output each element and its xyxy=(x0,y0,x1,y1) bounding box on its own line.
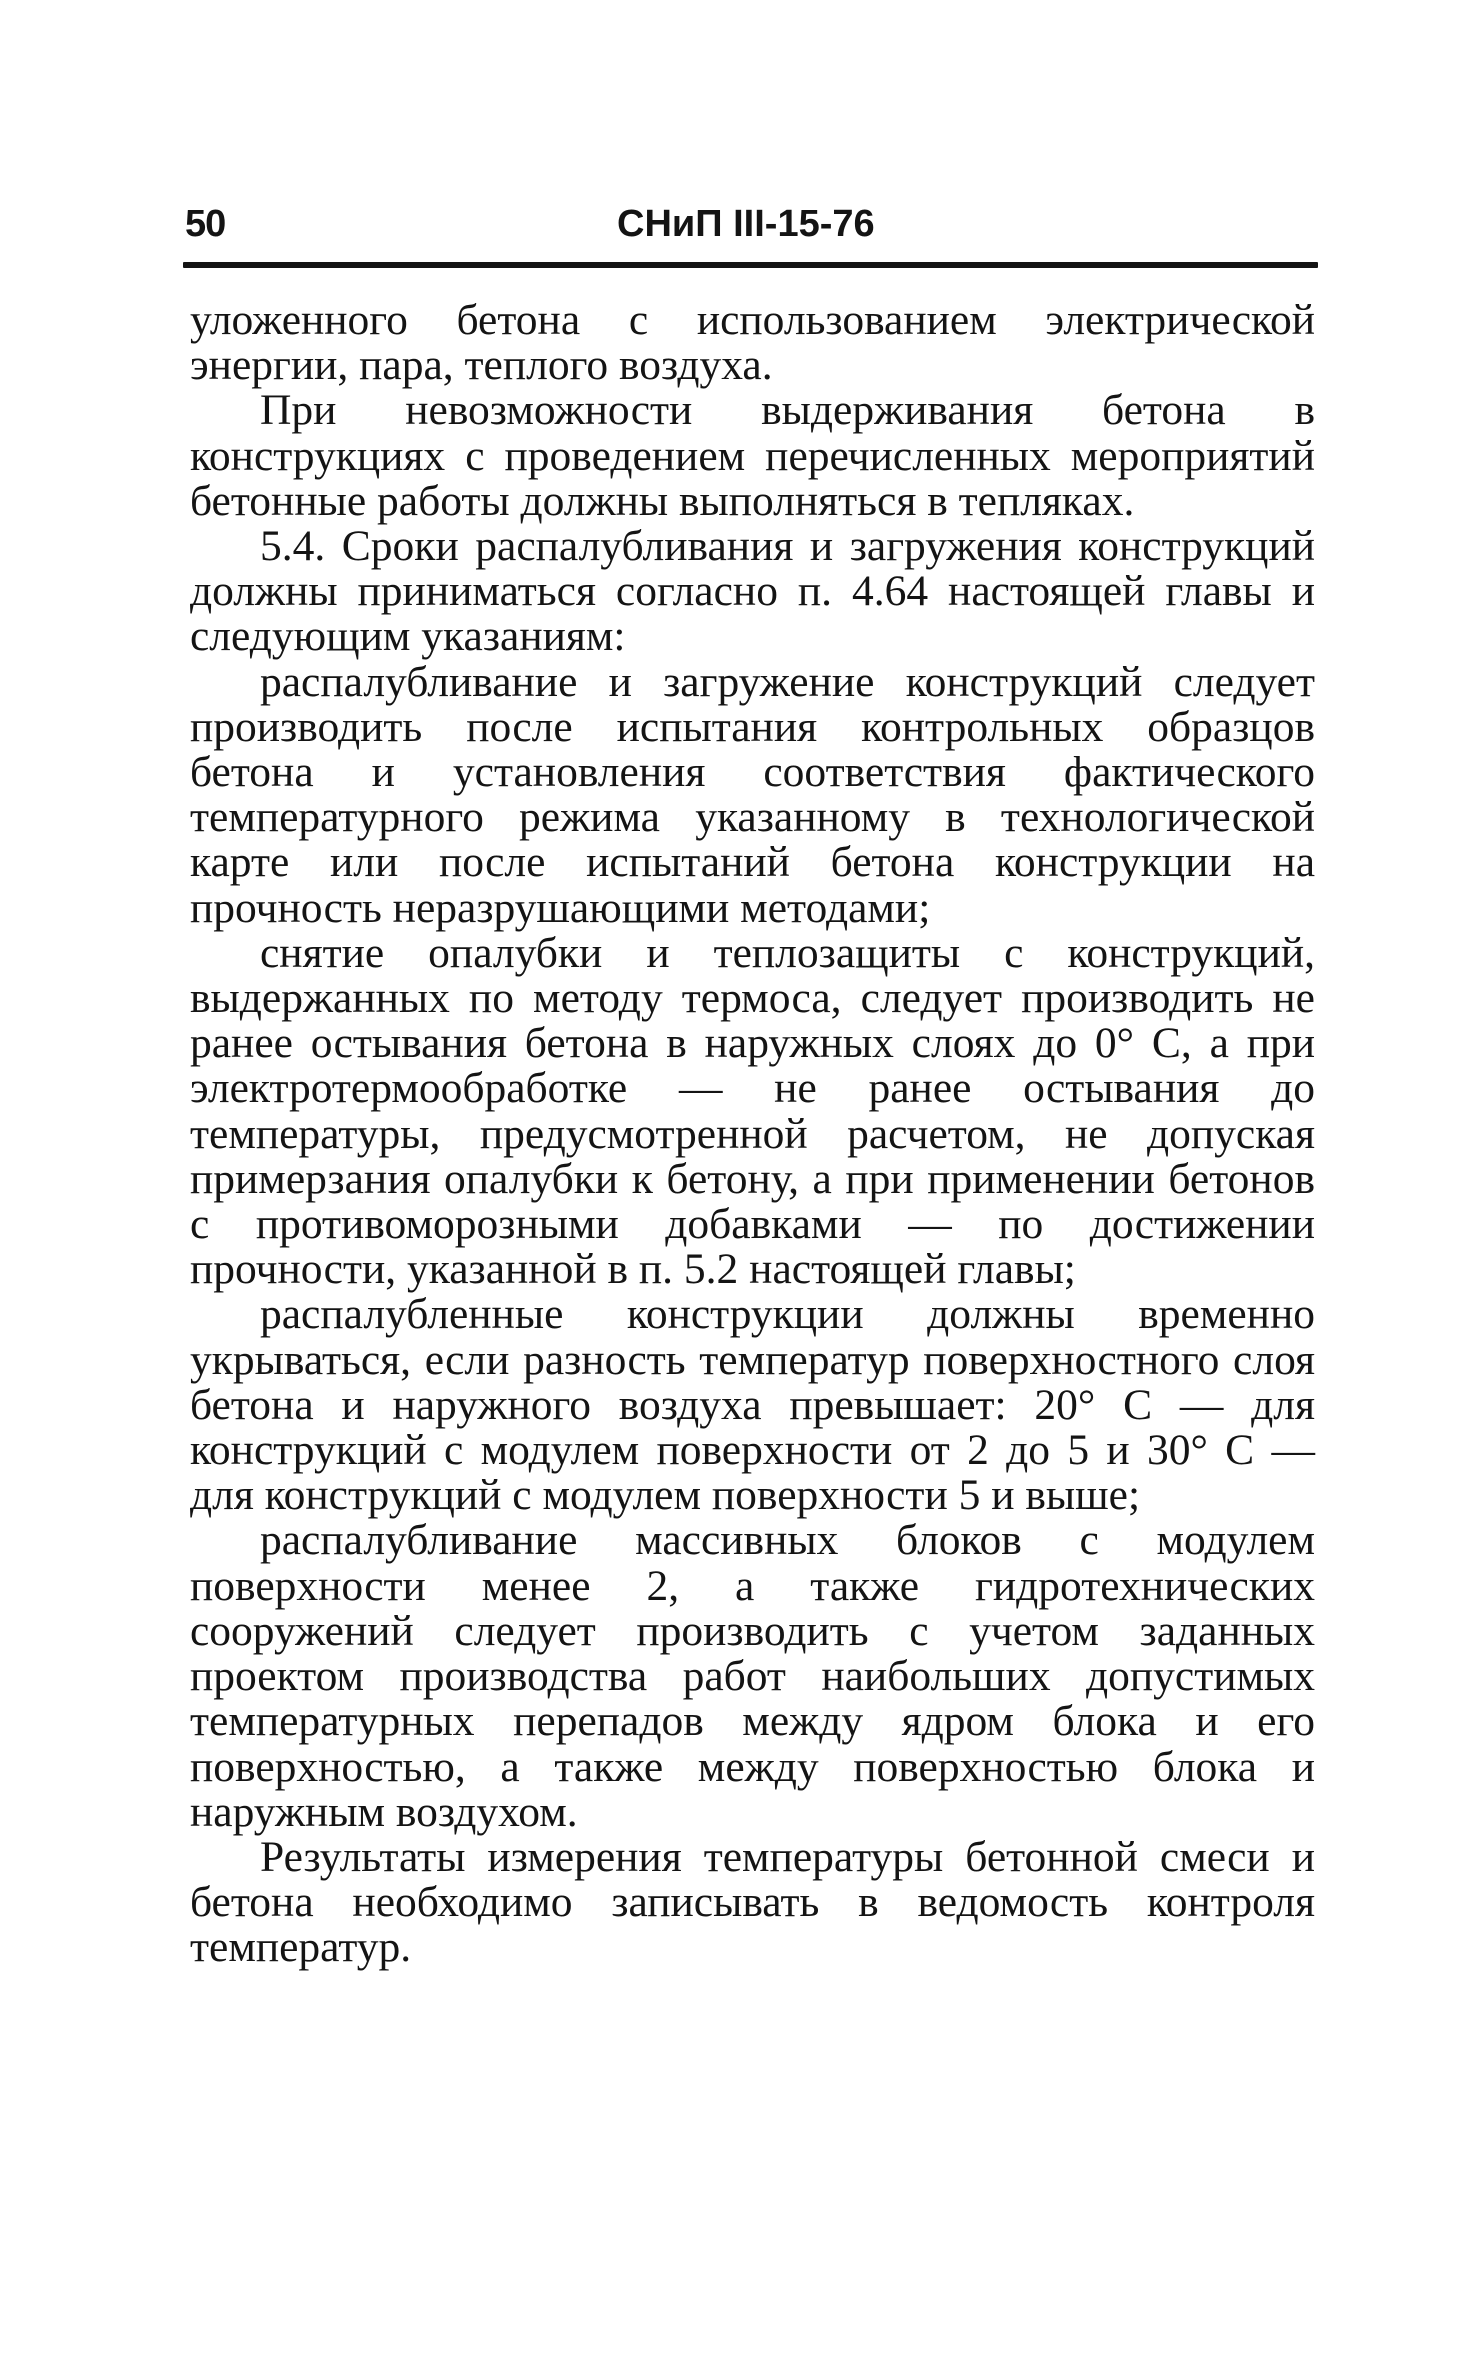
paragraph-stripping-loading: распалубливание и загружение конструкций следует производить после испытания контрольных образцов бетона и установления соответствия фактического температурного режима указанному в технологической карте или после испытаний бетона конструкции на прочность неразрушающими методами; xyxy=(190,657,1315,932)
paragraph-continuation: уложенного бетона с использованием электрической энергии, пара, теплого воздуха. xyxy=(190,296,1315,390)
paragraph-clause-5-4 xyxy=(190,524,1315,660)
paragraph-massive-blocks: распалубливание массивных блоков с модулем поверхности менее 2, а также гидротехнических сооружений следует производить с учетом заданных проектом производства работ наибольших допустимых температурных перепадов между ядром блока и его поверхностью, а также между поверхностью блока и наружным воздухом. xyxy=(190,1516,1315,1836)
paragraph-tepliaki: При невозможности выдерживания бетона в конструкциях с проведением перечисленных мероприятий бетонные работы должны выполняться в тепляках. xyxy=(190,386,1315,525)
paragraph-formwork-removal: снятие опалубки и теплозащиты с конструкций, выдержанных по методу термоса, следует производить не ранее остывания бетона в наружных слоях до 0° С, а при электротермообработке — не ранее остывания до температуры, предусмотренной расчетом, не допуская примерзания опалубки к бетону, а при применении бетонов с противоморозными добавками — по достижении прочности, указанной в п. 5.2 настоящей главы; xyxy=(190,928,1315,1294)
document-code: СНиП III-15-76 xyxy=(617,203,875,245)
clause-text: Сроки распалубливания и загружения конструкций должны приниматься согласно п. 4.64 настоящей главы и следующим указаниям: xyxy=(190,522,1316,661)
paragraph-temperature-records: Результаты измерения температуры бетонной смеси и бетона необходимо записывать в ведомость контроля температур. xyxy=(190,1832,1315,1972)
running-header xyxy=(185,196,1315,252)
header-rule xyxy=(183,262,1318,268)
clause-number: 5.4. xyxy=(260,522,326,571)
page-number: 50 xyxy=(185,203,226,245)
body-text xyxy=(190,298,1315,1971)
paragraph-covering: распалубленные конструкции должны временно укрываться, если разность температур поверхностного слоя бетона и наружного воздуха превышает: 20° С — для конструкций с модулем поверхности от 2 до 5 и 30° С — для конструкций с модулем поверхности 5 и выше; xyxy=(190,1290,1315,1520)
